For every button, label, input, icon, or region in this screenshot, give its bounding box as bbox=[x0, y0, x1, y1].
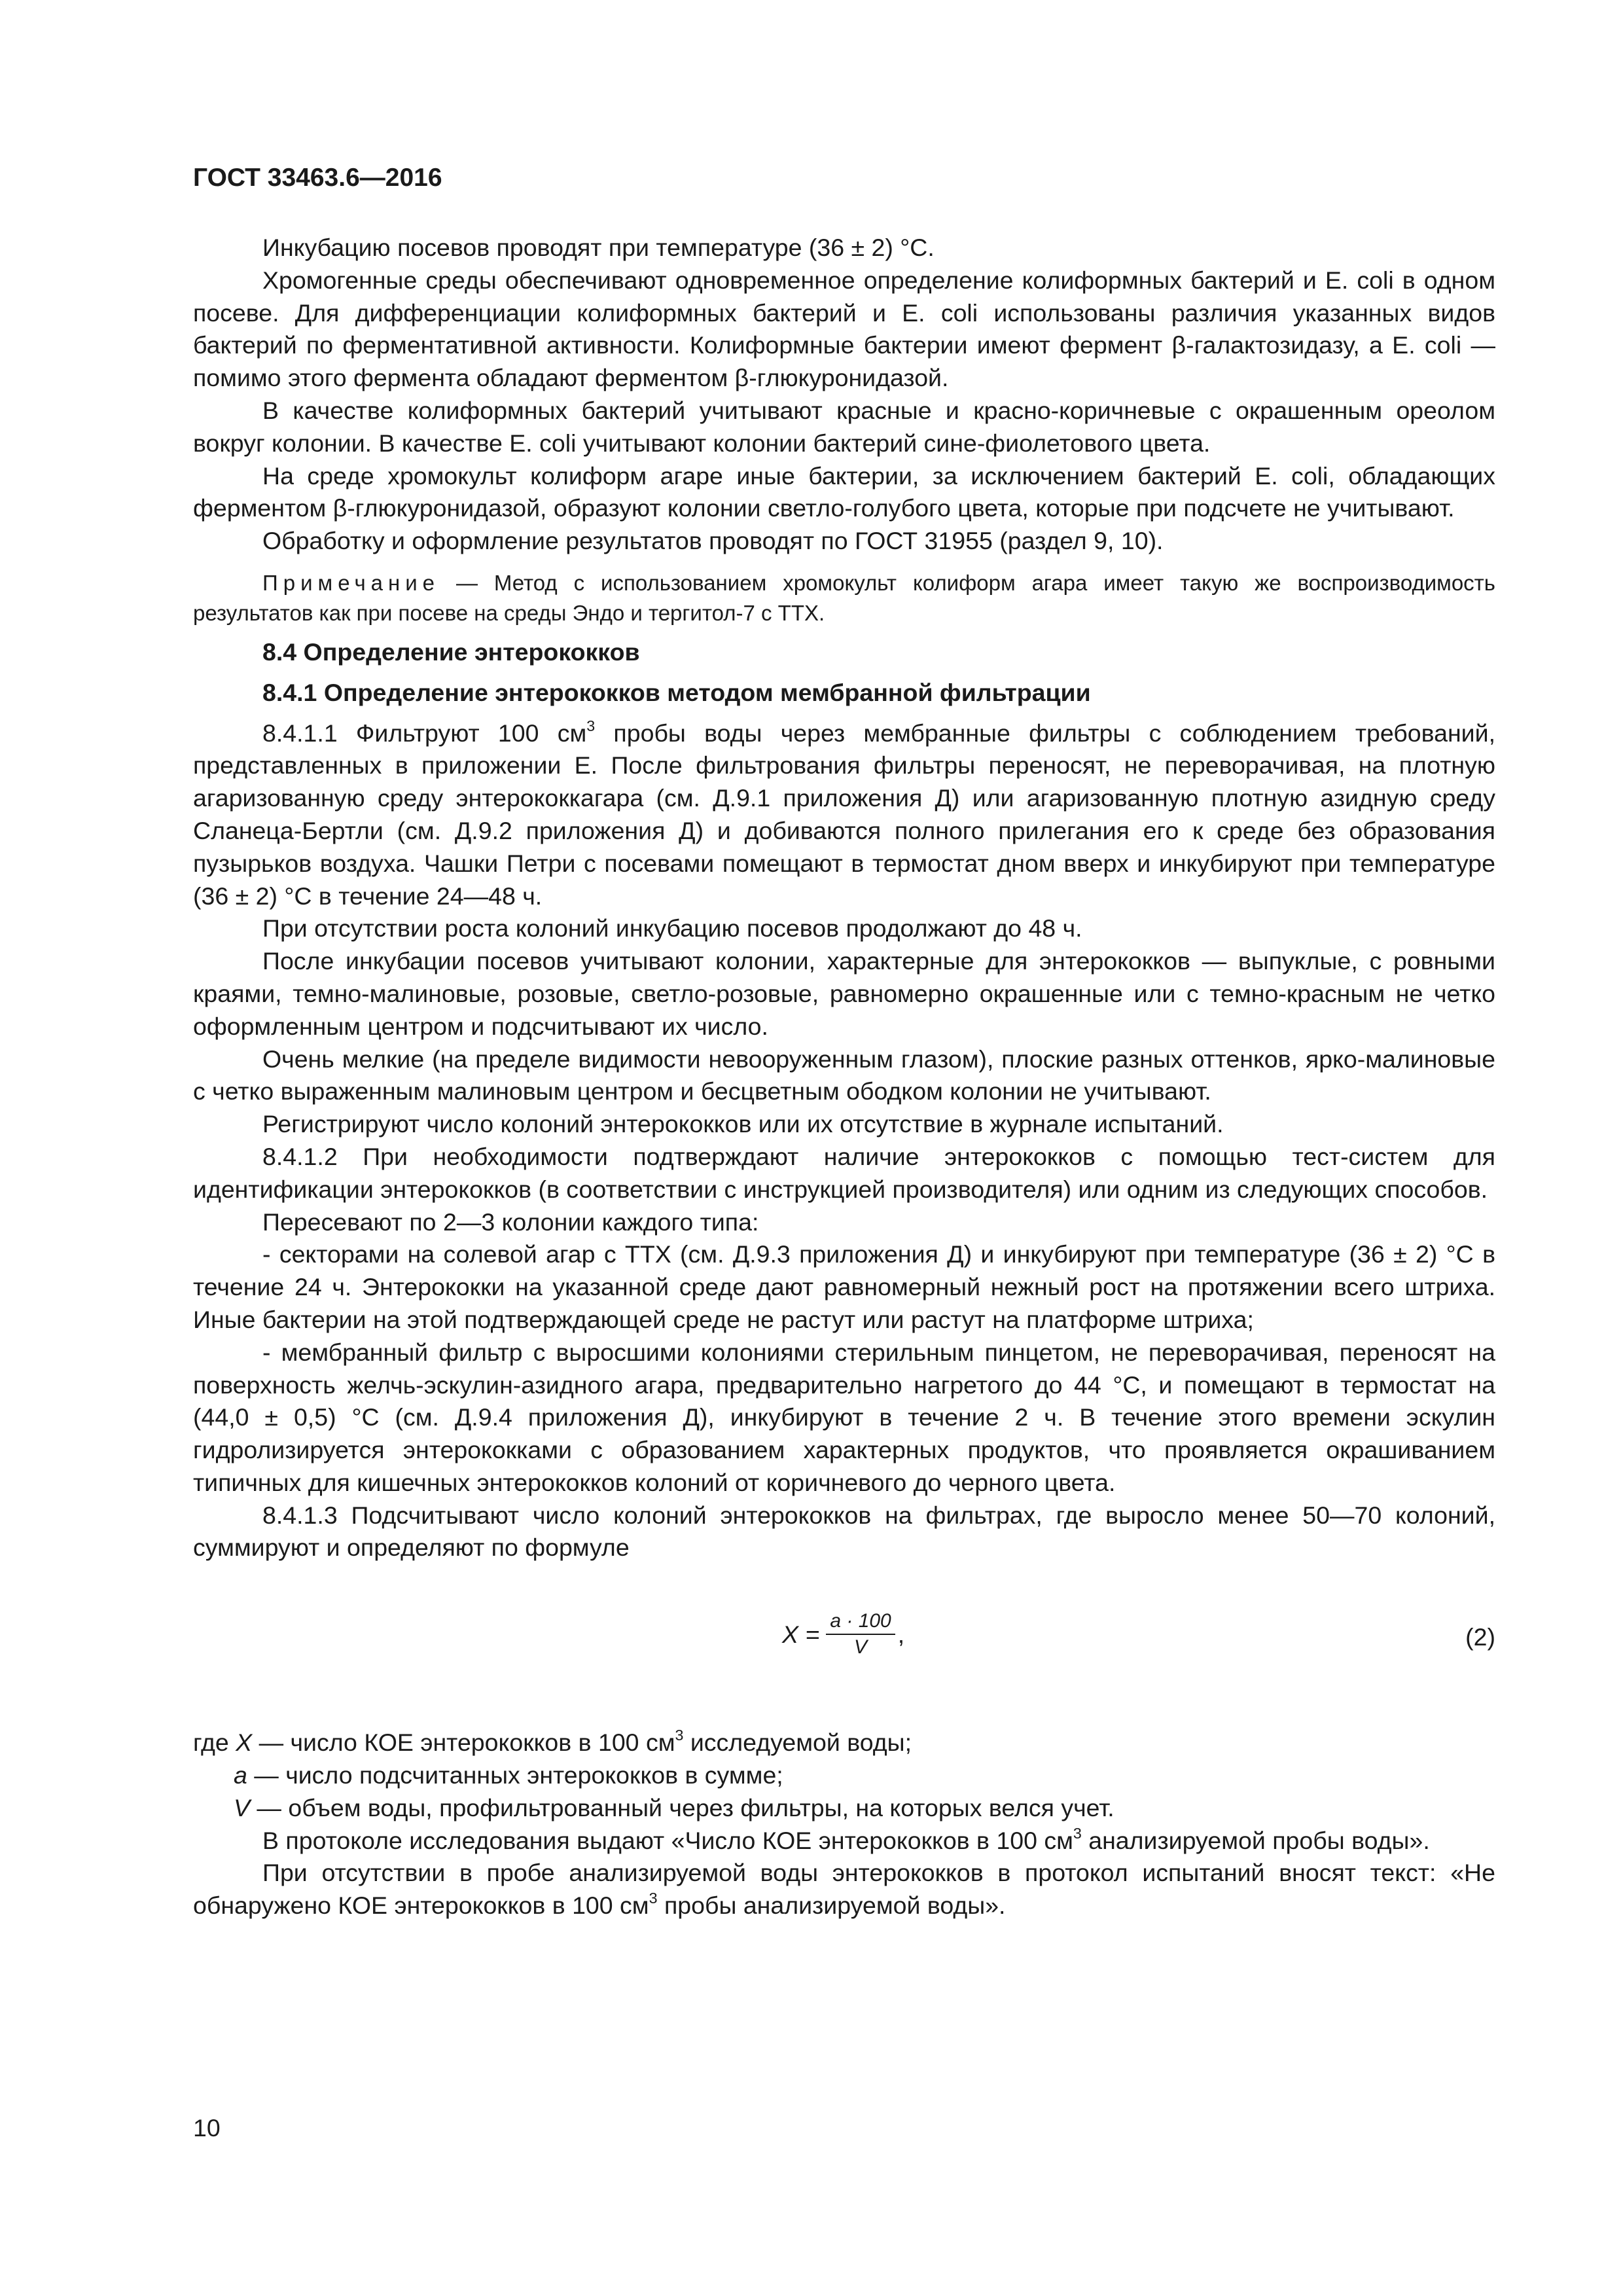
superscript: 3 bbox=[586, 717, 596, 734]
paragraph: Инкубацию посевов проводят при температуре (36 ± 2) °С. bbox=[262, 234, 935, 261]
note-text: — Метод с использованием хромокульт колиформ агара имеет такую же воспроизводимость результатов как при посеве на среды Эндо и тергитол-7 с ТТХ. bbox=[193, 570, 1495, 625]
legend-line bbox=[193, 1792, 1495, 1825]
superscript: 3 bbox=[1073, 1824, 1082, 1842]
paragraph-8-4-1-1 bbox=[193, 717, 1495, 913]
text-span: пробы воды через мембранные фильтры с соблюдением требований, представленных в приложении Е. После фильтрования фильтры переносят, не переворачивая, на плотную агаризованную среду энтерококкагара (см. Д.9.1 приложения Д) или агаризованную плотную азидную среду Сланеца-Бертли (см. Д.9.2 приложения Д) и добиваются полного прилегания его к среде без образования пузырьков воздуха. Чашки Петри с посевами помещают в термостат дном вверх и инкубируют при температуре (36 ± 2) °С в течение 24—48 ч. bbox=[193, 719, 1495, 910]
formula-block bbox=[193, 1597, 1495, 1702]
legend-definition: — число подсчитанных энтерококков в сумме; bbox=[247, 1761, 783, 1789]
section-heading-8-4: 8.4 Определение энтерококков bbox=[262, 637, 640, 666]
section-heading-8-4-1: 8.4.1 Определение энтерококков методом мембранной фильтрации bbox=[262, 678, 1091, 706]
text-span: В протоколе исследования выдают «Число КОЕ энтерококков в 100 см bbox=[262, 1826, 1073, 1854]
legend-intro: где bbox=[193, 1729, 236, 1757]
legend-definition: — число КОЕ энтерококков в 100 см bbox=[252, 1729, 675, 1757]
superscript: 3 bbox=[649, 1890, 658, 1907]
paragraph: Обработку и оформление результатов проводят по ГОСТ 31955 (раздел 9, 10). bbox=[262, 527, 1164, 555]
equation-number: (2) bbox=[1465, 1623, 1495, 1651]
paragraph: Хромогенные среды обеспечивают одновременное определение колиформных бактерий и E. coli в одном посеве. Для дифференциации колиформных бактерий и E. coli использованы различия указанных видов бактерий по ферментативной активности. Колиформные бактерии имеют фермент β-галактозидазу, а E. coli — помимо этого фермента обладают ферментом β-глюкуронидазой. bbox=[193, 266, 1495, 392]
paragraph: Пересевают по 2—3 колонии каждого типа: bbox=[262, 1208, 759, 1236]
text-span: При отсутствии в пробе анализируемой воды энтерококков в протокол испытаний вносят текст: «Не обнаружено КОЕ энтерококков в 100 см bbox=[193, 1859, 1495, 1920]
list-item: - мембранный фильтр с выросшими колониями стерильным пинцетом, не переворачивая, переносят на поверхность желчь-эскулин-азидного агара, предварительно нагретого до 44 °С, и помещают в термостат на (44,0 ± 0,5) °С (см. Д.9.4 приложения Д), инкубируют в течение 2 ч. В течение этого времени эскулин гидролизируется энтерококками с образованием характерных продуктов, что проявляется окрашиванием типичных для кишечных энтерококков колоний от коричневого до черного цвета. bbox=[193, 1338, 1495, 1496]
formula-fraction bbox=[826, 1610, 895, 1659]
page-number: 10 bbox=[193, 2114, 221, 2142]
text-span: пробы анализируемой воды». bbox=[657, 1892, 1006, 1920]
paragraph: На среде хромокульт колиформ агаре иные бактерии, за исключением бактерий E. coli, обладающих ферментом β-глюкуронидазой, образуют колонии светло-голубого цвета, которые при подсчете не учитывают. bbox=[193, 461, 1495, 522]
paragraph-protocol bbox=[193, 1825, 1495, 1857]
formula-denominator: V bbox=[854, 1636, 868, 1659]
paragraph: Очень мелкие (на пределе видимости невооруженным глазом), плоские разных оттенков, ярко-малиновые с четко выраженным малиновым центром и бесцветным ободком колонии не учитывают. bbox=[193, 1045, 1495, 1105]
paragraph-absence bbox=[193, 1857, 1495, 1922]
paragraph: В качестве колиформных бактерий учитывают красные и красно-коричневые с окрашенным ореолом вокруг колонии. В качестве E. coli учитывают колонии бактерий сине-фиолетового цвета. bbox=[193, 396, 1495, 457]
legend-variable: X bbox=[236, 1729, 253, 1757]
legend-definition: — объем воды, профильтрованный через фильтры, на которых велся учет. bbox=[250, 1793, 1115, 1821]
legend-definition: исследуемой воды; bbox=[683, 1729, 912, 1757]
superscript: 3 bbox=[675, 1727, 684, 1744]
note bbox=[193, 568, 1495, 628]
paragraph: После инкубации посевов учитывают колонии, характерные для энтерококков — выпуклые, с ровными краями, темно-малиновые, розовые, светло-розовые, равномерно окрашенные или с темно-красным не четко оформленным центром и подсчитывают их число. bbox=[193, 947, 1495, 1040]
formula bbox=[782, 1610, 904, 1659]
paragraph: При отсутствии роста колоний инкубацию посевов продолжают до 48 ч. bbox=[262, 914, 1082, 942]
formula-trailing: , bbox=[897, 1620, 905, 1648]
legend-variable: a bbox=[234, 1761, 247, 1789]
list-item: - секторами на солевой агар с ТТХ (см. Д.9.3 приложения Д) и инкубируют при температуре (36 ± 2) °С в течение 24 ч. Энтерококки на указанной среде дают равномерный нежный рост на протяжении всего штриха. Иные бактерии на этой подтверждающей среде не растут или растут на платформе штриха; bbox=[193, 1240, 1495, 1333]
formula-numerator: a · 100 bbox=[826, 1610, 895, 1635]
note-label: Примечание bbox=[262, 570, 440, 595]
text-span: 8.4.1.1 Фильтруют 100 см bbox=[262, 719, 587, 747]
formula-lhs: X = bbox=[782, 1620, 820, 1648]
document-page bbox=[193, 162, 1495, 1922]
formula-legend bbox=[193, 1727, 1495, 1824]
legend-variable: V bbox=[234, 1793, 251, 1821]
text-span: анализируемой пробы воды». bbox=[1081, 1826, 1430, 1854]
legend-line bbox=[193, 1727, 1495, 1759]
standard-header: ГОСТ 33463.6—2016 bbox=[193, 164, 442, 192]
paragraph-8-4-1-3: 8.4.1.3 Подсчитывают число колоний энтерококков на фильтрах, где выросло менее 50—70 колоний, суммируют и определяют по формуле bbox=[193, 1501, 1495, 1562]
legend-line bbox=[193, 1759, 1495, 1792]
paragraph: Регистрируют число колоний энтерококков или их отсутствие в журнале испытаний. bbox=[262, 1110, 1224, 1138]
paragraph-8-4-1-2: 8.4.1.2 При необходимости подтверждают наличие энтерококков с помощью тест-систем для идентификации энтерококков (в соответствии с инструкцией производителя) или одним из следующих способов. bbox=[193, 1142, 1495, 1203]
